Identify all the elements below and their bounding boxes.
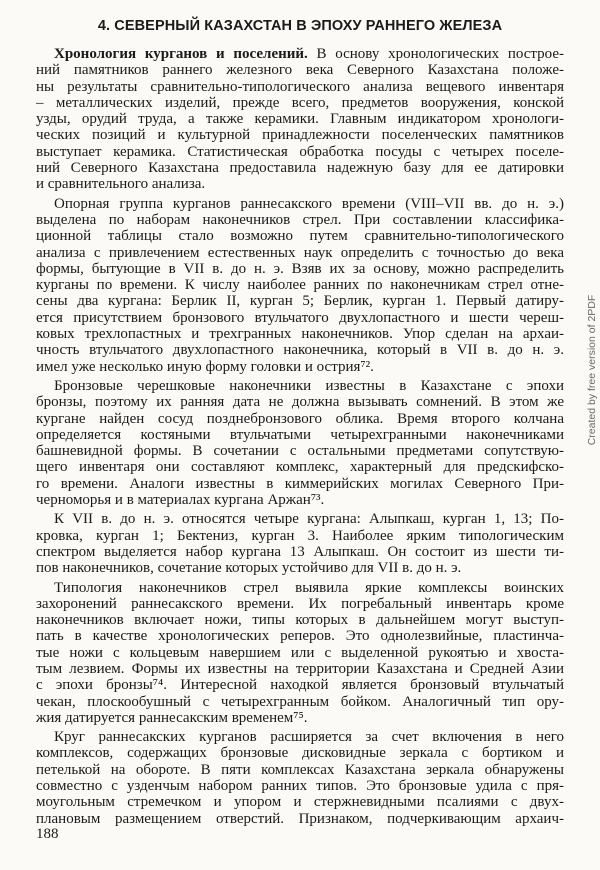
text-line: пать в качестве хронологических реперов. Это однолезвийные, пластинча- (36, 628, 564, 645)
text-line: Круг раннесакских курганов расширяется за счет включения в него (54, 729, 564, 746)
paragraph (36, 729, 564, 827)
text-line: чность втульчатого двухлопастного наконечника, который в VII в. до н. э. (36, 342, 564, 359)
text-line: тым лезвием. Формы их известны на территории Казахстана и Средней Азии (36, 660, 564, 677)
text-line: петелькой на обороте. В пяти комплексах Казахстана зеркала обнаружены (36, 761, 564, 778)
body-text (36, 46, 564, 827)
text-line: моугольным стремечком и упором и стержневидными псалиями с двух- (36, 794, 564, 811)
text-line: совместно с узденчым набором ранних типов. Это бронзовые удила с пря- (36, 778, 564, 795)
text-line: формы, бытующие в VII в. до н. э. Взяв их за основу, можно распределить (36, 260, 564, 277)
text-line: черноморья и в материалах кургана Аржан⁷³. (36, 492, 325, 509)
text-line: кургане найден сосуд позднебронзового облика. Время второго колчана (36, 410, 564, 427)
text-line: ний памятников раннего железного века Северного Казахстана положе- (36, 62, 564, 79)
text-line: плановым размещением отверстий. Признаком, подчеркивающим архаич- (36, 810, 564, 827)
text-line: с эпохи бронзы⁷⁴. Интересной находкой является бронзовый втульчатый (36, 677, 564, 694)
text-line: щего инвентаря они составляют комплекс, характерный для предскифско- (36, 459, 564, 476)
text-line: комплексов, содержащих бронзовые дисковидные зеркала с бортиком и (36, 745, 564, 762)
text-line: чекан, плоскообушный с четырехгранным бойком. Аналогичный тип ору- (36, 693, 564, 710)
text-line: выступает керамика. Статистическая обработка посуды с четырех поселе- (36, 143, 564, 160)
text-line: и сравнительного анализа. (36, 176, 206, 193)
text-line: спектром выделяется набор кургана 13 Алыпкаш. Он состоит из шести ти- (36, 543, 564, 560)
text-line: сены два кургана: Берлик II, курган 5; Берлик, курган 1. Первый датиру- (36, 293, 564, 310)
page-number: 188 (36, 826, 59, 842)
run-in-heading: Хронология курганов и поселений. (54, 46, 308, 62)
text-line: тые ножи с кольцевым навершием или с выделенной рукоятью и хвоста- (36, 644, 564, 661)
paragraph (36, 196, 564, 375)
paragraph (36, 580, 564, 727)
text-line: ний Северного Казахстана предоставила надежную базу для ее датировки (36, 160, 564, 177)
text-line: кровка, курган 1; Бектениз, курган 3. Наиболее ярким типологическим (36, 527, 564, 544)
text-line: К VII в. до н. э. относятся четыре кургана: Алыпкаш, курган 1, 13; По- (54, 511, 564, 528)
chapter-heading: 4. СЕВЕРНЫЙ КАЗАХСТАН В ЭПОХУ РАННЕГО ЖЕЛЕЗА (97, 18, 503, 34)
text-line: ческих позиций и культурной принадлежности поселенческих памятников (36, 127, 564, 144)
text-line: – металлических изделий, прежде всего, предметов вооружения, конской (36, 94, 564, 111)
paragraph (36, 46, 564, 193)
paragraph (36, 378, 564, 508)
text-line: ны результаты сравнительно-типологического анализа вещевого инвентаря (36, 78, 564, 95)
text-line: башневидной формы. В сочетании с остальными предметами сопутствую- (36, 443, 564, 460)
text-line: определяется костяными втульчатыми четырехгранными наконечниками (36, 426, 564, 443)
text-line: анализа с привлечением естественных наук определить с точностью до века (36, 244, 564, 261)
text-line: ковых трехлопастных и трехгранных наконечников. Упор сделан на архаи- (36, 326, 564, 343)
watermark (585, 140, 599, 600)
text-line: бронзы, поэтому их ранняя дата не должна вызывать сомнений. В этом же (36, 394, 564, 411)
paragraph (36, 511, 564, 576)
text-line: выделена по наборам наконечников стрел. При составлении классифика- (36, 211, 564, 228)
text-line: узды, орудий труда, а также керамики. Главным индикатором хронологи- (36, 111, 564, 128)
text-line: имел уже несколько иную форму головки и острия⁷². (36, 358, 374, 375)
text-line: пов наконечников, сочетание которых устойчиво для VII в. до н. э. (36, 560, 462, 577)
text-line: ционной таблицы стало возможно путем сравнительно-типологического (36, 228, 564, 245)
text-line: Опорная группа курганов раннесакского времени (VIII–VII вв. до н. э.) (54, 195, 564, 212)
text-line: Бронзовые черешковые наконечники известны в Казахстане с эпохи (54, 377, 564, 394)
text-line: го времени. Аналоги известны в киммерийских могилах Северного При- (36, 475, 564, 492)
text-line: Типология наконечников стрел выявила яркие комплексы воинских (54, 579, 564, 596)
watermark-text: Created by free version of 2PDF (586, 294, 598, 446)
text-line: Хронология курганов и поселений. В основу хронологических построе- (54, 46, 565, 62)
text-line: курганы по времени. К числу наиболее ранних по наконечникам стрел отне- (36, 277, 564, 294)
text-line: ется присутствием бронзового втульчатого двухлопастного и шести череш- (36, 309, 564, 326)
text-line: жия датируется раннесакским временем⁷⁵. (36, 709, 308, 726)
text-line: наконечников включает ножи, типы которых в дальнейшем могут выступ- (36, 612, 564, 629)
text-line: захоронений раннесакского времени. Их погребальный инвентарь кроме (36, 595, 564, 612)
